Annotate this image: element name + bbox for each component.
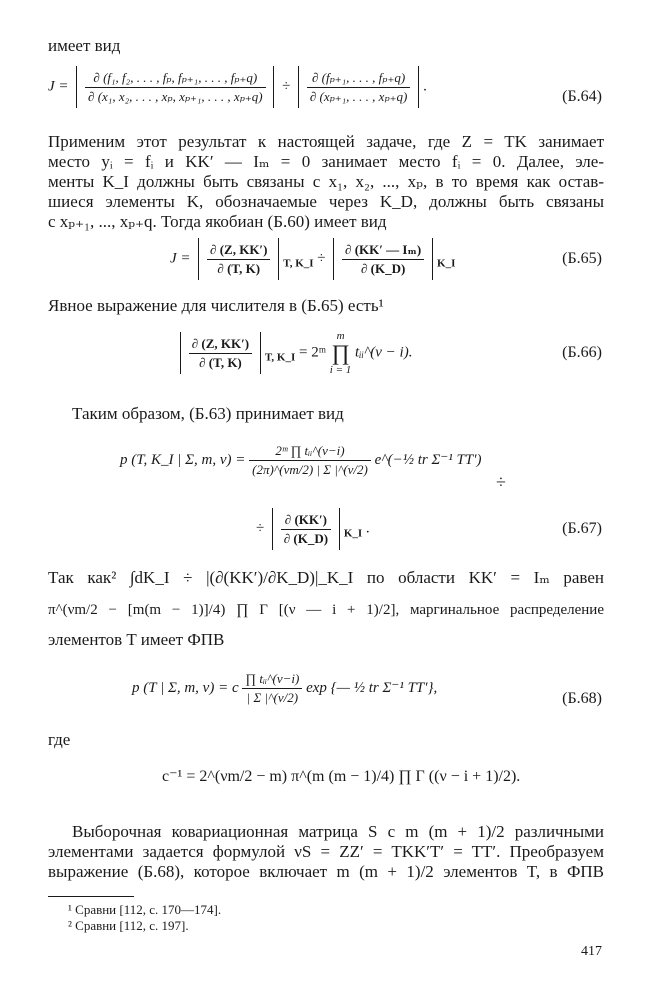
- eq67-label: (Б.67): [562, 520, 602, 537]
- equation-b68: p (T | Σ, m, ν) = c $\frac{\text{∏ tᵢᵢ\textasciicircum{}(ν−i)}}{| \Sigma |\^{}(\nu/2)}$ exp {— ½ tr Σ⁻¹ TT′},: [132, 671, 438, 705]
- paragraph-apply-line-1: Применим этот результат к настоящей задаче, где Z = TK занимает: [48, 132, 604, 151]
- paragraph-apply-line-2: место yᵢ = fᵢ и KK′ — Iₘ = 0 занимает место fᵢ = 0. Далее, эле-: [48, 152, 604, 171]
- eq64-label: (Б.64): [562, 88, 602, 105]
- eq64-divide: ÷: [282, 78, 291, 95]
- eq65-label: (Б.65): [562, 250, 602, 267]
- equation-b65: J = $\frac{\partial (Z, KK')}{\partial (T, K)}$ $_{T, K\_I}$ ÷ $\frac{\text{∂ (KK′ — Iₘ)}}{\partial (K\_D)}$ $_{K\_I}$: [170, 238, 455, 280]
- product-symbol: m ∏ i = 1: [329, 330, 352, 376]
- paragraph-where: где: [48, 730, 71, 749]
- equation-b64: J = $\frac{\text{∂ (f₁, f₂, . . . , fₚ, fₚ₊₁, . . . , fₚ₊q)}}{\text{∂ (x₁, x₂, . . . , xₚ, xₚ₊₁, . . . , xₚ₊q)}}$ ÷ $\frac{\text{∂ (fₚ₊₁, . . . , fₚ₊q)}}{\text{∂ (xₚ₊₁, . . . , xₚ₊q)}}$ .: [48, 66, 427, 108]
- eq64-fraction-2: $\frac{\text{∂ (fₚ₊₁, . . . , fₚ₊q)}}{\text{∂ (xₚ₊₁, . . . , xₚ₊q)}}$: [307, 69, 411, 106]
- footnote-rule: [48, 896, 134, 897]
- eq68-label: (Б.68): [562, 690, 602, 707]
- paragraph-sample-line-1: Выборочная ковариационная матрица S с m (m + 1)/2 различными: [72, 822, 604, 841]
- eq64-lhs: J =: [48, 78, 69, 95]
- equation-normalizing-constant: c⁻¹ = 2^(νm/2 − m) π^(m (m − 1)/4) ∏ Γ ((ν − i + 1)/2).: [162, 768, 521, 785]
- paragraph-since-line-1: Так как² ∫dK_I ÷ |(∂(KK′)/∂K_D)|_K_I по области KK′ = Iₘ равен: [48, 568, 604, 587]
- paragraph-intro: имеет вид: [48, 36, 121, 55]
- footnote-2: ² Сравни [112, с. 197].: [68, 918, 189, 933]
- eq64-fraction-1: $\frac{\text{∂ (f₁, f₂, . . . , fₚ, fₚ₊₁, . . . , fₚ₊q)}}{\text{∂ (x₁, x₂, . . . , xₚ, xₚ₊₁, . . . , xₚ₊q)}}$: [85, 69, 266, 106]
- paragraph-numerator: Явное выражение для числителя в (Б.65) есть¹: [48, 296, 384, 315]
- equation-b66: $\frac{\partial (Z, KK')}{\partial (T, K)}$ $_{T, K\_I}$ = 2ᵐ m ∏ i = 1 tᵢᵢ^(ν − i).: [176, 330, 412, 376]
- paragraph-apply-line-3: менты K_I должны быть связаны с x₁, x₂, ..., xₚ, в то время как остав-: [48, 172, 604, 191]
- paragraph-apply-line-5: с xₚ₊₁, ..., xₚ₊q. Тогда якобиан (Б.60) имеет вид: [48, 212, 387, 231]
- paragraph-since-line-2: π^(νm/2 − [m(m − 1)]/4) ∏ Γ [(ν — i + 1)/2], маргинальное распределение: [48, 602, 604, 618]
- footnote-1: ¹ Сравни [112, с. 170—174].: [68, 902, 222, 917]
- equation-b67-line-2: ÷ $\frac{\partial (KK')}{\partial (K\_D)}$ $_{K\_I}$ .: [256, 508, 370, 550]
- eq67-divide: ÷: [496, 472, 506, 492]
- paragraph-apply-line-4: шиеся элементы K, обозначаемые через K_D, должны быть связаны: [48, 192, 604, 211]
- paragraph-since-line-3: элементов T имеет ФПВ: [48, 630, 225, 649]
- eq66-label: (Б.66): [562, 344, 602, 361]
- page-number: 417: [581, 944, 602, 959]
- paragraph-sample-line-2: элементами задается формулой νS = ZZ′ = TKK′T′ = TT′. Преобразуем: [48, 842, 604, 861]
- paragraph-sample-line-3: выражение (Б.68), которое включает m (m + 1)/2 элементов T, в ФПВ: [48, 862, 604, 881]
- equation-b67: p (T, K_I | Σ, m, ν) = $\frac{\text{2ᵐ ∏ tᵢᵢ\textasciicircum{}(ν−i)}}{(2\pi)\^{}(\nu m/2) | \Sigma |\^{}(\nu/2)}$ e^(−½ tr Σ⁻¹ TT′): [120, 443, 482, 477]
- paragraph-thus: Таким образом, (Б.63) принимает вид: [72, 404, 344, 423]
